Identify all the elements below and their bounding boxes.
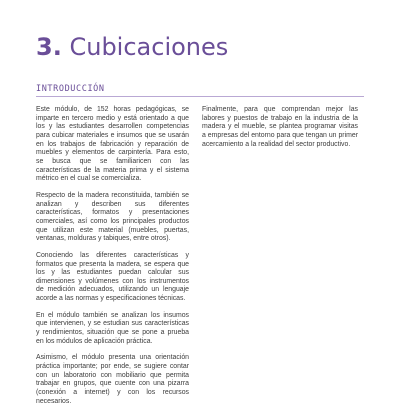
paragraph: Este módulo, de 152 horas pedagógicas, se imparte en tercero medio y está orientado a que los y las estudiantes desarrollen competencias para cubicar materiales e insumos que se usarán en los trabajos de fabricación y reparación de muebles y elementos de carpintería. Para esto, se busca que se familiaricen con las características de la materia prima y el sistema métrico en el cual se comercializa. xyxy=(36,106,189,183)
section-heading: INTRODUCCIÓN xyxy=(36,84,105,94)
chapter-title: Cubicaciones xyxy=(69,33,229,61)
right-column xyxy=(202,106,358,157)
paragraph: Respecto de la madera reconstituida, también se analizan y describen sus diferentes características, formatos y presentaciones comerciales, así como los principales productos que utilizan este material (muebles, puertas, ventanas, molduras y tabiques, entre otros). xyxy=(36,191,189,243)
paragraph: En el módulo también se analizan los insumos que intervienen, y se estudian sus características y rendimientos, situación que se pone a prueba en los módulos de aplicación práctica. xyxy=(36,311,189,345)
paragraph: Asimismo, el módulo presenta una orientación práctica importante; por ende, se sugiere contar con un laboratorio con mobiliario que permita trabajar en grupos, que cuente con una pizarra (conexión a internet) y con los recursos necesarios. xyxy=(36,354,189,405)
paragraph: Conociendo las diferentes características y formatos que presenta la madera, se espera que los y las estudiantes puedan calcular sus dimensiones y volúmenes con los instrumentos de medición adecuados, utilizando un lenguaje acorde a las normas y especificaciones técnicas. xyxy=(36,251,189,303)
paragraph: Finalmente, para que comprendan mejor las labores y puestos de trabajo en la industria de la madera y el mueble, se plantea programar visitas a empresas del entorno para que tengan un primer acercamiento a la realidad del sector productivo. xyxy=(202,106,358,148)
section-divider xyxy=(36,96,364,97)
chapter-number: 3. xyxy=(36,33,62,61)
left-column xyxy=(36,106,189,414)
page-title xyxy=(36,30,228,64)
